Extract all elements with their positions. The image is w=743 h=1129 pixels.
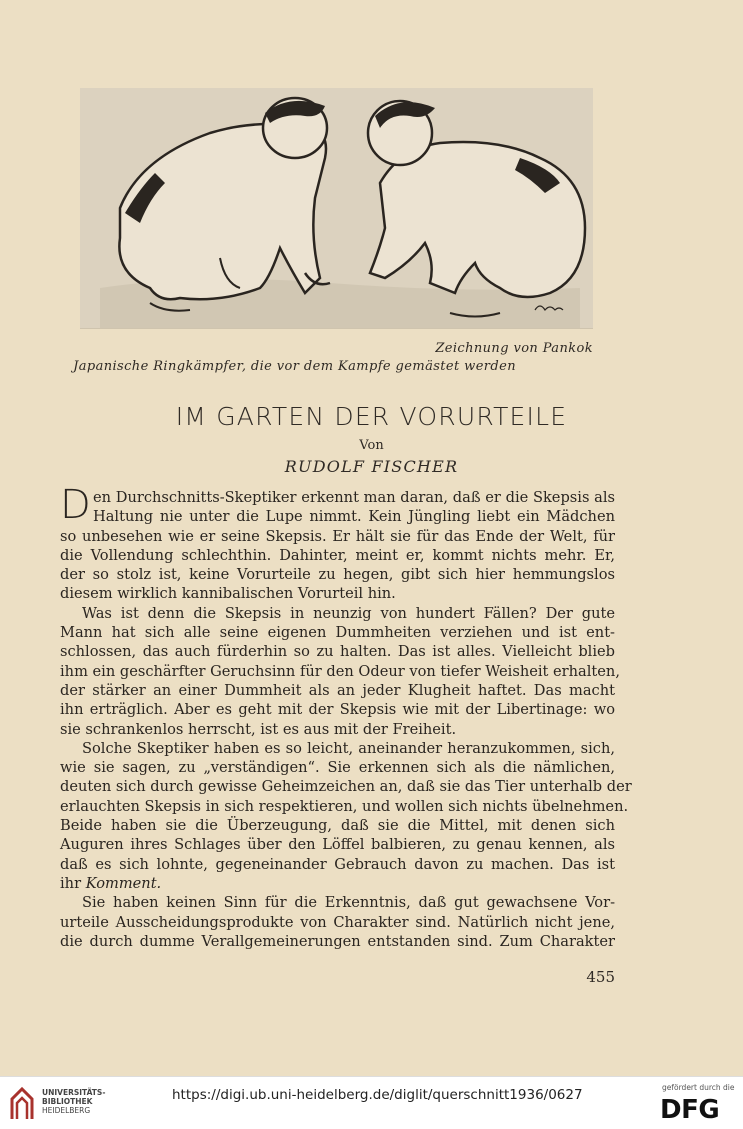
text-line: der so stolz ist, keine Vorurteile zu hegen, gibt sich hier hemmungslos — [60, 566, 615, 584]
article-title: IM GARTEN DER VORURTEILE — [175, 402, 568, 431]
text-line: Haltung nie unter die Lupe nimmt. Kein Jüngling liebt ein Mädchen — [93, 508, 615, 526]
text-line: en Durchschnitts-Skeptiker erkennt man daran, daß er die Skepsis als — [93, 489, 615, 506]
text-line: die Vollendung schlechthin. Dahinter, meint er, kommt nichts mehr. Er, — [60, 546, 615, 564]
permalink-url[interactable]: https://digi.ub.uni-heidelberg.de/diglit/querschnitt1936/0627 — [172, 1087, 583, 1103]
text-line: sie schrankenlos herrscht, ist es aus mit der Freiheit. — [60, 720, 457, 738]
article-author: RUDOLF FISCHER — [284, 457, 459, 476]
dfg-logo[interactable]: DFG — [660, 1095, 720, 1125]
text-line: schlossen, das auch fürderhin so zu halten. Das ist alles. Vielleicht blieb — [60, 643, 615, 661]
text-line: daß es sich lohnte, gegeneinander Gebrauch davon zu machen. Das ist — [60, 855, 615, 873]
text-line: Solche Skeptiker haben es so leicht, aneinander heranzukommen, sich, — [82, 739, 615, 757]
library-name-line: UNIVERSITÄTS- — [42, 1088, 106, 1097]
text-line-start: ihr — [60, 874, 82, 892]
sponsor-text: gefördert durch die — [662, 1083, 735, 1092]
text-line: so unbesehen wie er seine Skepsis. Er hält sie für das Ende der Welt, für — [60, 527, 615, 545]
text-line: Mann hat sich alle seine eigenen Dummheiten verziehen und ist ent- — [60, 624, 615, 642]
text-line: Was ist denn die Skepsis in neunzig von hundert Fällen? Der gute — [82, 604, 615, 622]
text-line: wie sie sagen, zu „verständigen“. Sie erkennen sich als die nämlichen, — [60, 759, 615, 777]
text-line: Beide haben sie die Überzeugung, daß sie die Mittel, mit denen sich — [60, 817, 615, 835]
text-line: urteile Ausscheidungsprodukte von Charakter sind. Natürlich nicht jene, — [60, 913, 615, 931]
italic-word: Komment. — [85, 874, 162, 892]
library-name[interactable] — [42, 1088, 105, 1115]
viewer-footer — [0, 1076, 743, 1129]
text-line: erlauchten Skepsis in sich respektieren, und wollen sich nichts übelnehmen. — [60, 797, 629, 815]
dropcap-letter: D — [60, 482, 91, 528]
illustration-caption: Japanische Ringkämpfer, die vor dem Kampfe gemästet werden — [73, 359, 516, 374]
byline-prefix: Von — [359, 438, 384, 453]
text-line: Auguren ihres Schlages über den Löffel balbieren, zu genau kennen, als — [60, 836, 615, 854]
sumo-wrestlers-illustration — [80, 88, 593, 329]
text-line: der stärker an einer Dummheit als an jeder Klugheit haftet. Das macht — [60, 681, 615, 699]
text-line: ihm ein geschärfter Geruchsinn für den Odeur von tiefer Weisheit erhalten, — [60, 662, 620, 680]
text-line: Sie haben keinen Sinn für die Erkenntnis, daß gut gewachsene Vor- — [82, 894, 615, 912]
sumo-drawing — [80, 88, 593, 328]
page-number: 455 — [586, 968, 615, 986]
text-line: deuten sich durch gewisse Geheimzeichen an, daß sie das Tier unterhalb der — [60, 778, 632, 796]
illustration-credit: Zeichnung von Pankok — [435, 341, 593, 356]
university-library-logo-icon[interactable] — [8, 1085, 36, 1121]
text-line: die durch dumme Verallgemeinerungen entstanden sind. Zum Charakter — [60, 932, 615, 950]
library-name-line: HEIDELBERG — [42, 1106, 91, 1115]
text-line: diesem wirklich kannibalischen Vorurteil hin. — [60, 585, 396, 603]
text-line — [60, 874, 615, 893]
library-name-line: BIBLIOTHEK — [42, 1097, 93, 1106]
article-body — [60, 482, 632, 951]
text-line: ihn erträglich. Aber es geht mit der Skepsis wie mit der Libertinage: wo — [60, 701, 615, 719]
